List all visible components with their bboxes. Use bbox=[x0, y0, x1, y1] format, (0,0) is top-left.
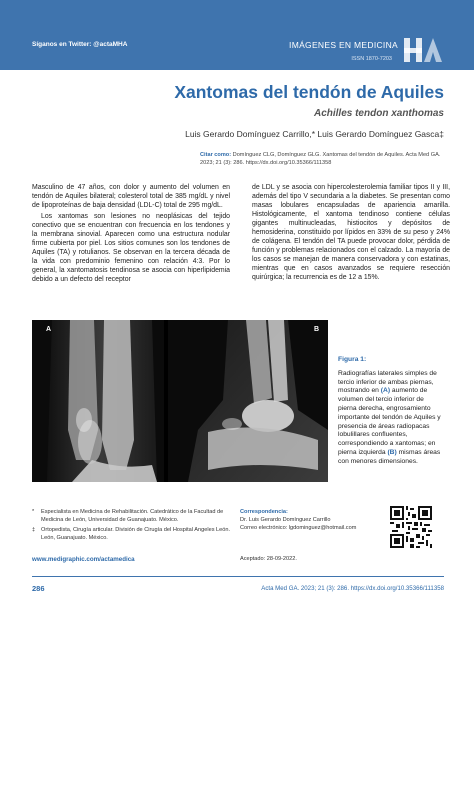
body-paragraph: Los xantomas son lesiones no neoplásicas del tejido conectivo que se encuentran con frecuencia en los tendones y la membrana sinovial. Aparecen como una estructura nodular firme cubierta por piel. Los sitios comunes son los tendones de Aquiles (TA) y rotulianos. Se observan en la tercera década de la vida con predominio femenino con relación 4:3. Por lo general, la xantomatosis tendinosa se asocia con hiperlipidemia debido a un defecto del receptor bbox=[32, 213, 230, 284]
article-title: Xantomas del tendón de Aquiles bbox=[174, 82, 444, 102]
body-column-left bbox=[32, 183, 230, 287]
header-banner bbox=[0, 0, 474, 70]
caption-text: Radiografías laterales simples de tercio inferior de ambas piernas, mostrando en bbox=[338, 369, 437, 395]
panel-label-b: B bbox=[314, 326, 320, 333]
note-text: Especialista en Medicina de Rehabilitación. Catedrático de la Facultad de Medicina de León, Universidad de Guanajuato. México. bbox=[41, 509, 224, 523]
xray-panel-a bbox=[32, 320, 164, 482]
body-paragraph: Masculino de 47 años, con dolor y aumento del volumen en tendón de Aquiles bilateral; colesterol total de 385 mg/dL y nivel de lipoproteínas de baja densidad (LDL-C) total de 295 mg/dL. bbox=[32, 184, 230, 210]
correspondence-block bbox=[240, 509, 380, 533]
qr-code-icon[interactable] bbox=[390, 506, 432, 548]
journal-logo-icon bbox=[402, 36, 444, 64]
caption-ref-a: (A) bbox=[380, 387, 391, 395]
caption-text: mismas áreas con menores dimensiones. bbox=[338, 448, 441, 465]
accepted-date: Aceptado: 28-09-2022. bbox=[240, 556, 297, 562]
footer-citation: Acta Med GA. 2023; 21 (3): 286. https://dx.doi.org/10.35366/111358 bbox=[261, 585, 444, 592]
journal-url-link[interactable]: www.medigraphic.com/actamedica bbox=[32, 556, 135, 563]
article-subtitle: Achilles tendon xanthomas bbox=[313, 108, 444, 119]
note-text: Ortopedista, Cirugía articular. División de Cirugía del Hospital Angeles León. León, Guanajuato. México. bbox=[41, 526, 231, 541]
correspondence-label: Correspondencia: bbox=[240, 509, 288, 515]
affiliation-note bbox=[32, 509, 232, 525]
xray-panel-b bbox=[168, 320, 328, 482]
citation-block bbox=[200, 151, 444, 167]
note-symbol: ‡ bbox=[32, 526, 36, 533]
author-list: Luis Gerardo Domínguez Carrillo,* Luis Gerardo Domínguez Gasca‡ bbox=[185, 129, 444, 139]
panel-label-a: A bbox=[46, 326, 52, 333]
watermark: www.medigraphic.org.mx bbox=[182, 792, 339, 807]
page-number: 286 bbox=[32, 584, 45, 593]
citation-label: Citar como: bbox=[200, 152, 232, 158]
section-title: IMÁGENES EN MEDICINA bbox=[289, 40, 398, 50]
issn-label: ISSN 1870-7203 bbox=[351, 56, 392, 62]
note-symbol: * bbox=[32, 509, 35, 515]
correspondence-name: Dr. Luis Gerardo Domínguez Carrillo bbox=[240, 516, 331, 523]
footer-divider bbox=[32, 576, 444, 577]
correspondence-email[interactable]: Correo electrónico: lgdominguez@hotmail.com bbox=[240, 524, 357, 531]
figure-caption-title: Figura 1: bbox=[338, 356, 367, 363]
figure-caption bbox=[338, 356, 444, 467]
body-paragraph: de LDL y se asocia con hipercolesterolemia familiar tipos II y III, además del tipo V secundaria a la diabetes. Se presentan como masas lobulares encapsuladas de apariencia amarilla. Histológicamente, el xantoma tendinoso contiene células gigantes multinucleadas, histiocitos y depósitos de hemosiderina, constituido por lípidos en 33% de su peso y 24% de colágena. El tendón del TA puede provocar dolor, pérdida de función y problemas relacionados con el calzado. La mayoría de los casos se manejan de manera conservadora y con estatinas, mientras que en casos avanzados se requiere resección quirúrgica; la recurrencia es de 12 a 15%. bbox=[252, 184, 450, 282]
affiliation-note bbox=[32, 527, 232, 543]
twitter-link[interactable]: Síganos en Twitter: @actaMHA bbox=[32, 41, 128, 48]
caption-text: aumento de volumen del tercio inferior de pierna derecha, engrosamiento importante del tendón de Aquiles y presencia de áreas radiopacas lobulillares confluentes, correspondiendo a xantomas; en pierna izquierda bbox=[338, 387, 441, 456]
body-column-right bbox=[252, 183, 450, 285]
affiliation-notes bbox=[32, 509, 232, 545]
citation-text: Domínguez CLG, Domínguez GLG. Xantomas del tendón de Aquiles. Acta Med GA. 2023; 21 (3): 286. https://dx.doi.org/10.35366/111358 bbox=[200, 152, 441, 167]
caption-ref-b: (B) bbox=[387, 448, 397, 456]
